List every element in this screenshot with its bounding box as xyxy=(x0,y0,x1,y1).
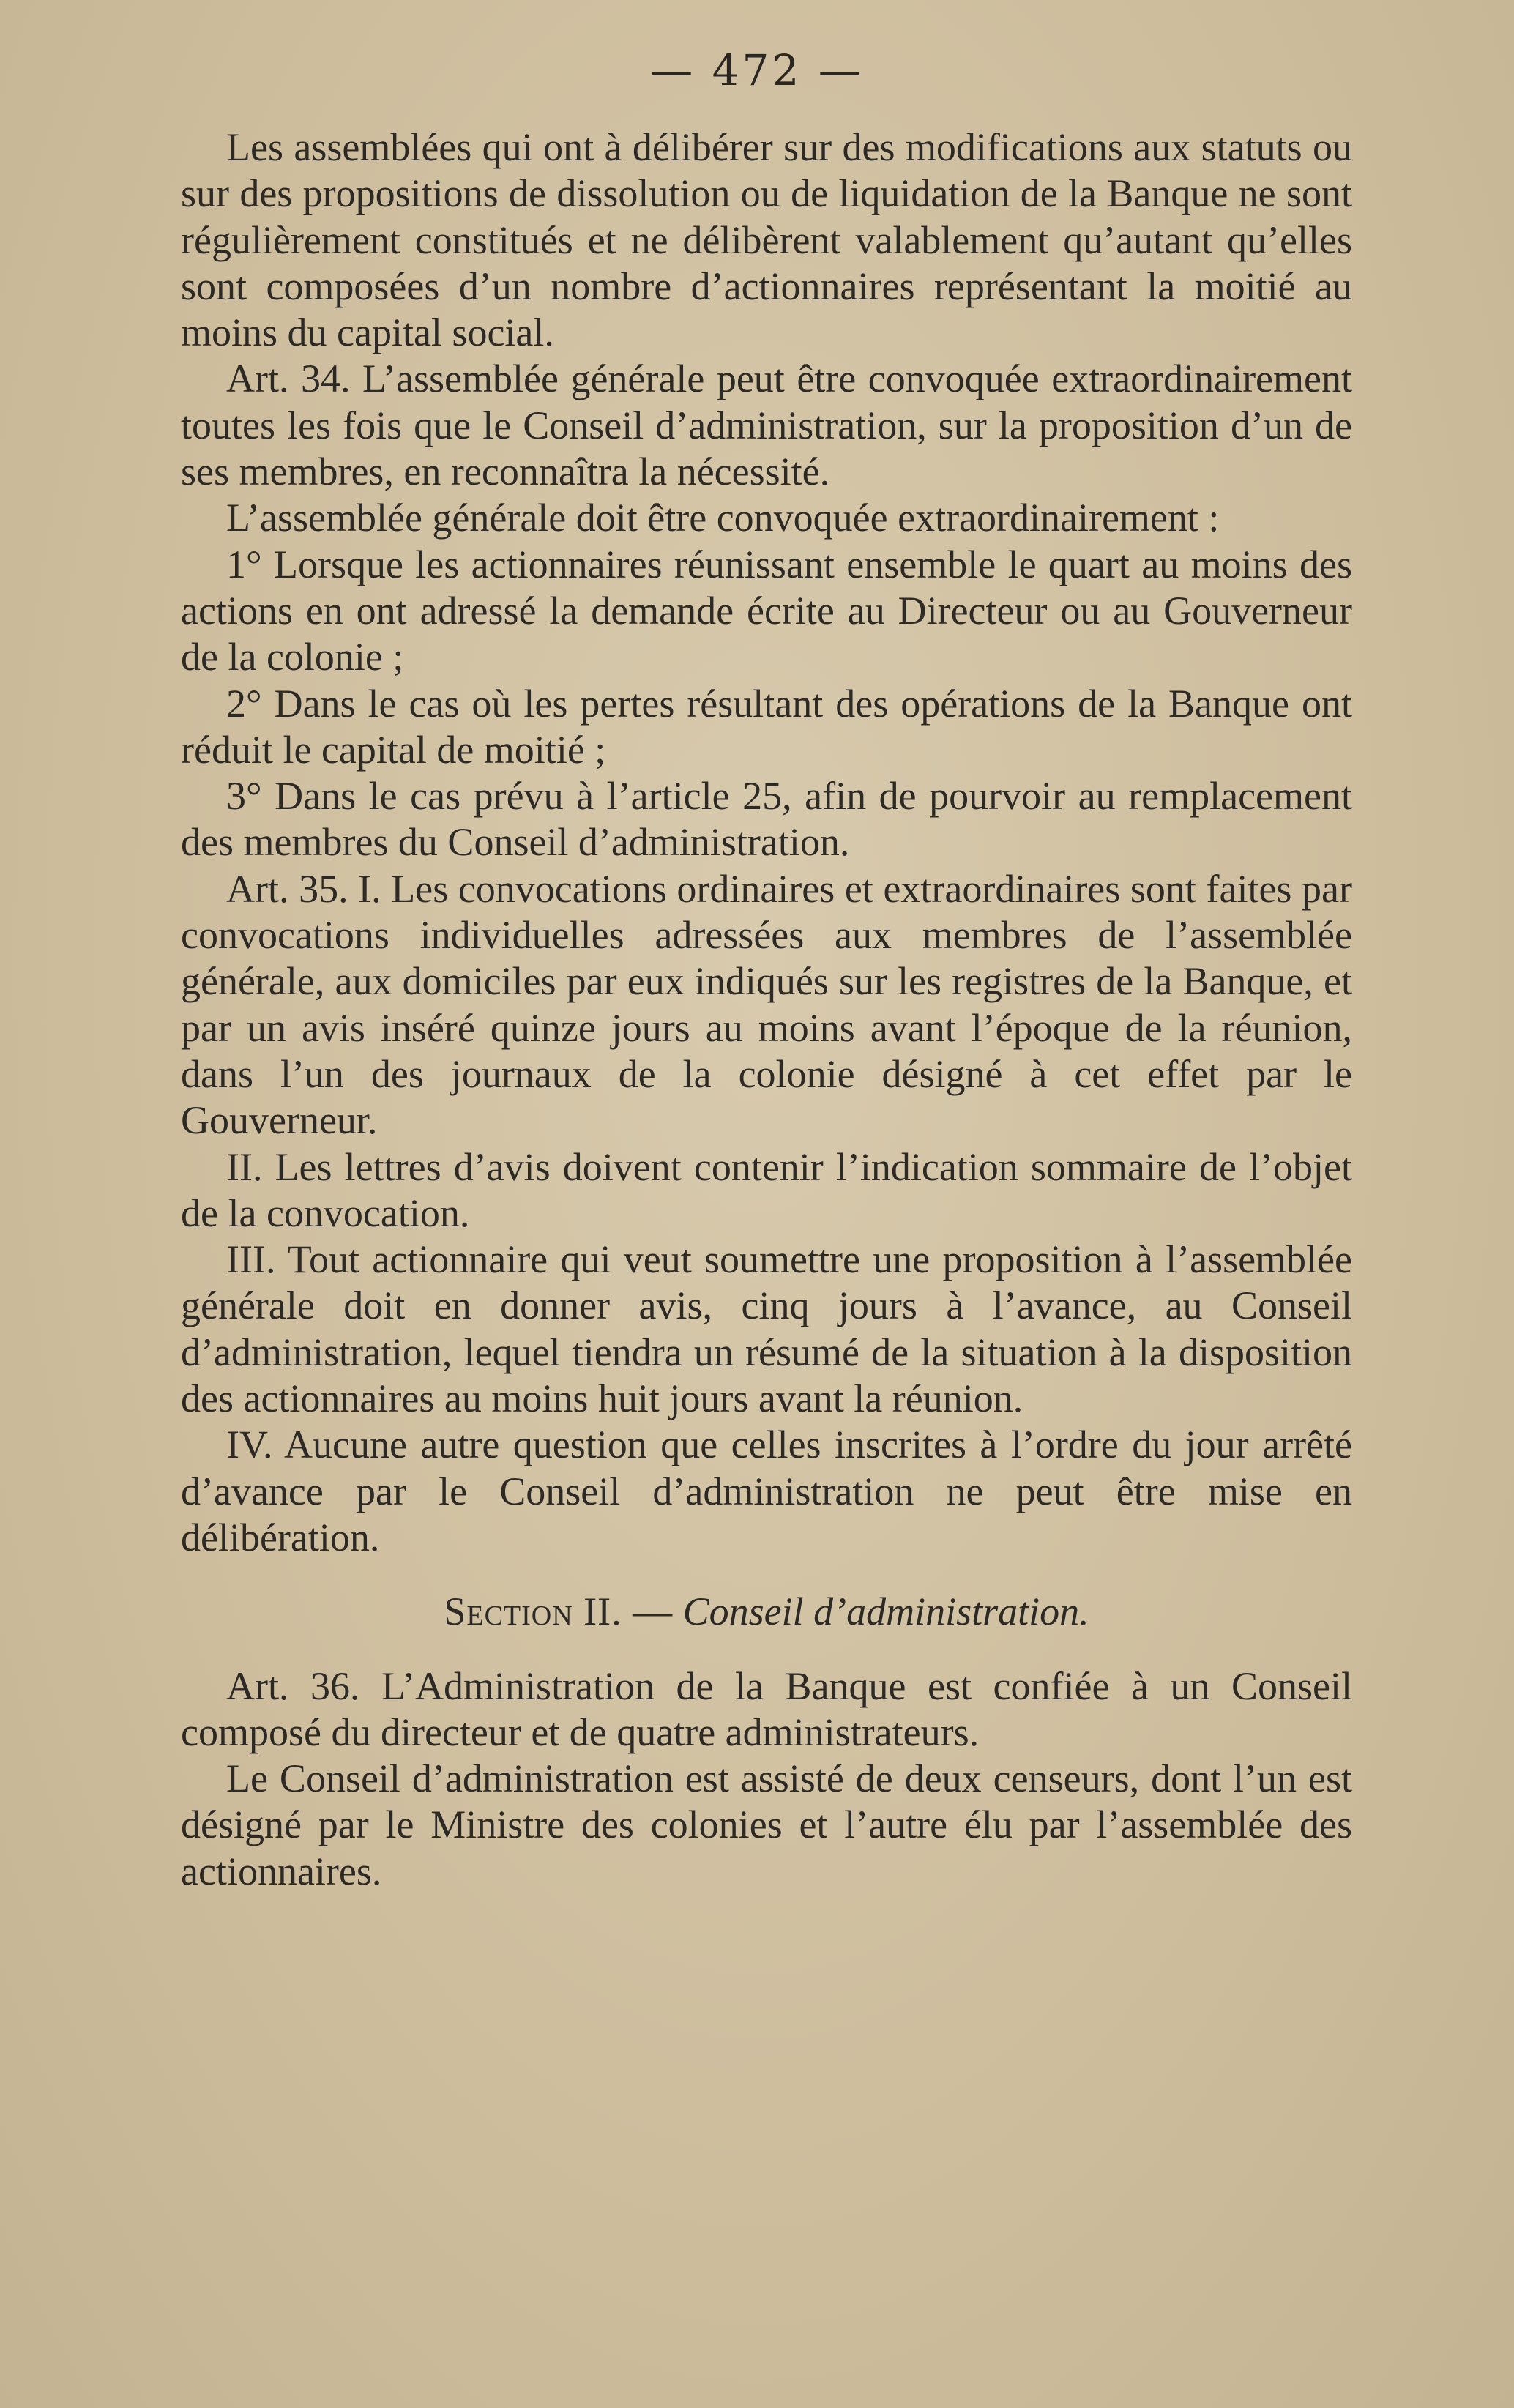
paragraph-item-2: 2° Dans le cas où les pertes résultant des opérations de la Banque ont réduit le capital de moitié ; xyxy=(181,681,1352,772)
section-label: Section II. — xyxy=(444,1589,674,1634)
paragraph-art-35-i: Art. 35. I. Les convocations ordinaires et extraordinaires sont faites par convocations individuelles adressées aux membres de l’assemblée générale, aux domiciles par eux indiqués sur les registres de la Banque, et par un avis inséré quinze jours au moins avant l’époque de la réunion, dans l’un des journaux de la colonie désigné à cet effet par le Gouverneur. xyxy=(181,866,1352,1143)
paragraph-art-35-ii: II. Les lettres d’avis doivent contenir l’indication sommaire de l’objet de la convocation. xyxy=(181,1144,1352,1235)
paragraph-art-35-iv: IV. Aucune autre question que celles inscrites à l’ordre du jour arrêté d’avance par le Conseil d’administration ne peut être mise en délibération. xyxy=(181,1423,1352,1559)
paragraph-item-3: 3° Dans le cas prévu à l’article 25, afin de pourvoir au remplacement des membres du Conseil d’administration. xyxy=(181,774,1352,865)
paragraph-art-35-iii: III. Tout actionnaire qui veut soumettre une proposition à l’assemblée générale doit en donner avis, cinq jours à l’avance, au Conseil d’administration, lequel tiendra un résumé de la situation à la disposition des actionnaires au moins huit jours avant la réunion. xyxy=(181,1237,1352,1421)
section-title: Conseil d’administration. xyxy=(682,1589,1089,1634)
paragraph-item-1: 1° Lorsque les actionnaires réunissant ensemble le quart au moins des actions en ont adressé la demande écrite au Directeur ou au Gouverneur de la colonie ; xyxy=(181,542,1352,679)
paragraph-art-36: Art. 36. L’Administration de la Banque est confiée à un Conseil composé du directeur et de quatre administrateurs. xyxy=(181,1663,1352,1754)
paragraph-quorum: Les assemblées qui ont à délibérer sur des modifications aux statuts ou sur des propositions de dissolution ou de liquidation de la Banque ne sont régulièrement constitués et ne délibèrent valablement qu’autant qu’elles sont composées d’un nombre d’actionnaires représentant la moitié au moins du capital social. xyxy=(181,125,1352,355)
paragraph-extraordinary: L’assemblée générale doit être convoquée extraordinairement : xyxy=(226,496,1220,540)
section-heading xyxy=(181,1589,1352,1635)
page-number: — 472 — xyxy=(650,45,864,95)
document-body xyxy=(181,124,1352,1895)
paragraph-art-34: Art. 34. L’assemblée générale peut être convoquée extraordinairement toutes les fois que le Conseil d’administration, sur la proposition d’un de ses membres, en reconnaîtra la nécessité. xyxy=(181,357,1352,494)
paragraph-censeurs: Le Conseil d’administration est assisté de deux censeurs, dont l’un est désigné par le Ministre des colonies et l’autre élu par l’assemblée des actionnaires. xyxy=(181,1756,1352,1893)
